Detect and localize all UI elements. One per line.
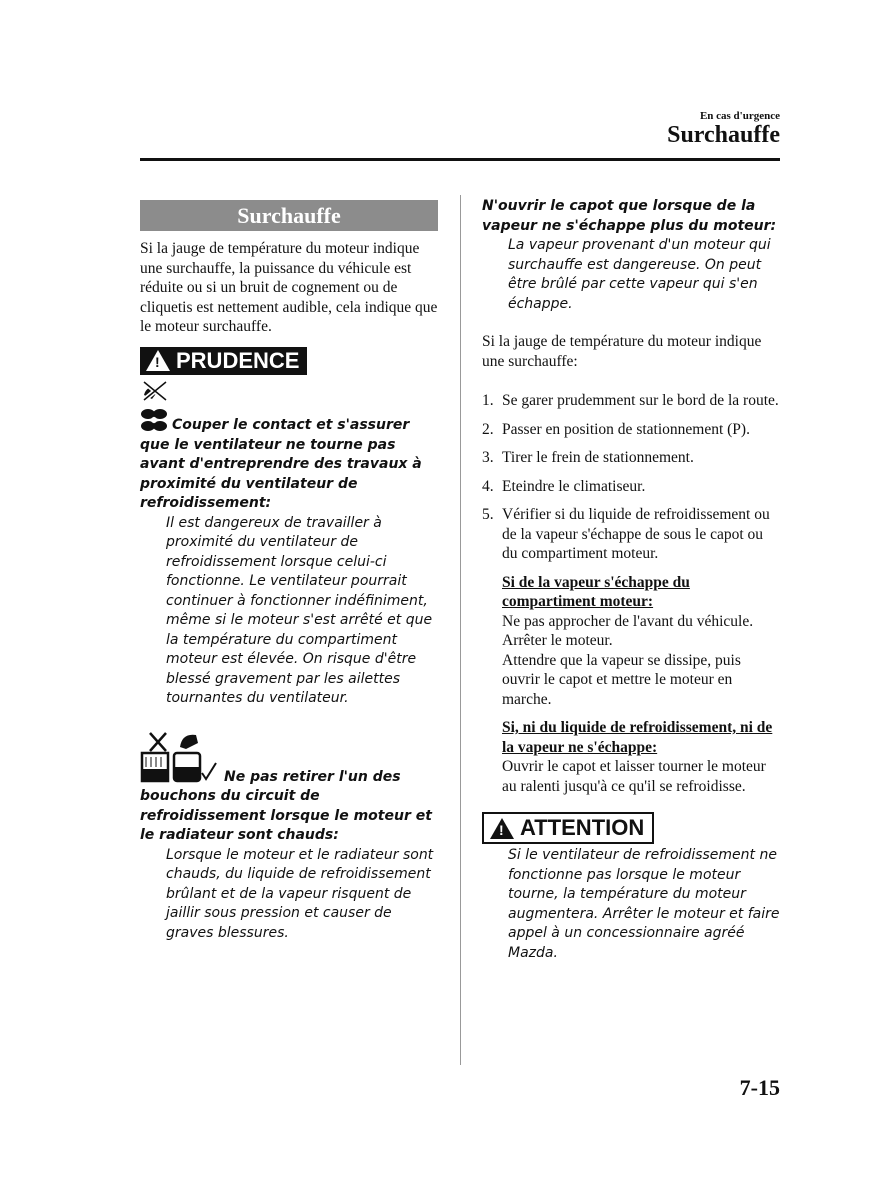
- attention-text: ATTENTION: [520, 815, 645, 840]
- page-title: Surchauffe: [667, 122, 780, 148]
- header-rule: [140, 158, 780, 161]
- warning-3-body: La vapeur provenant d'un moteur qui surchauffe est dangereuse. On peut être brûlé par cette vapeur qui s'en échappe.: [508, 237, 771, 312]
- warning-triangle-icon: !: [146, 350, 170, 371]
- step-item: 3. Tirer le frein de stationnement.: [482, 449, 694, 466]
- right-intro: Si la jauge de température du moteur indique une surchauffe:: [482, 333, 762, 370]
- right-column: [482, 197, 780, 963]
- page-number: 7-15: [739, 1075, 780, 1100]
- section-heading: Surchauffe: [140, 200, 438, 231]
- caution-label: [140, 347, 307, 375]
- step-item: 2. Passer en position de stationnement (P).: [482, 420, 750, 438]
- case-1-title: Si de la vapeur s'échappe du compartiment moteur:: [502, 573, 690, 610]
- attention-label: [482, 812, 654, 844]
- no-hand-icon: [140, 379, 438, 408]
- attention-body: Si le ventilateur de refroidissement ne fonctionne pas lorsque le moteur tourne, la température du moteur augmentera. Arrêter le moteur et faire appel à un concessionnaire agréé Mazda.: [508, 847, 780, 961]
- section-name: En cas d'urgence: [699, 110, 780, 122]
- case-2-body: Ouvrir le capot et laisser tourner le moteur au ralenti jusqu'à ce qu'il se refroidisse.: [502, 758, 766, 795]
- case-2-title: Si, ni du liquide de refroidissement, ni de la vapeur ne s'échappe:: [502, 719, 773, 756]
- caution-text: PRUDENCE: [176, 347, 300, 373]
- case-1-body-2: Attendre que la vapeur se dissipe, puis ouvrir le capot et mettre le moteur en marche.: [502, 651, 741, 708]
- warning-2-title: Ne pas retirer l'un des bouchons du circuit de refroidissement lorsque le moteur et le radiateur sont chauds:: [140, 768, 432, 843]
- case-1-body-1: Ne pas approcher de l'avant du véhicule. Arrêter le moteur.: [502, 612, 754, 649]
- intro-paragraph: Si la jauge de température du moteur indique une surchauffe, la puissance du véhicule est réduite ou si un bruit de cognement ou de cliquetis est nettement audible, cela indique que le moteur surchauffe.: [140, 240, 438, 335]
- cases: [482, 573, 780, 797]
- warning-1-body: Il est dangereux de travailler à proximité du ventilateur de refroidissement lorsque celui-ci fonctionne. Le ventilateur pourrait continuer à fonctionner indéfiniment, même si le moteur s'est arrêté et que la température du compartiment moteur est élevée. On risque d'être blessé gravement par les ailettes tournantes du ventilateur.: [166, 514, 433, 706]
- steps-list: [482, 391, 780, 564]
- step-item: 1. Se garer prudemment sur le bord de la route.: [482, 392, 779, 409]
- column-divider: [460, 195, 461, 1065]
- warning-3-title: N'ouvrir le capot que lorsque de la vapeur ne s'échappe plus du moteur:: [482, 198, 777, 234]
- warning-triangle-icon: !: [490, 818, 514, 839]
- fan-icon: [140, 408, 168, 432]
- step-item: 4. Eteindre le climatiseur.: [482, 477, 646, 495]
- left-column: [140, 200, 438, 943]
- step-item: 5. Vérifier si du liquide de refroidissement ou de la vapeur s'échappe de sous le capot ou du compartiment moteur.: [482, 506, 770, 562]
- warning-1-title: Couper le contact et s'assurer que le ventilateur ne tourne pas avant d'entreprendre des travaux à proximité du ventilateur de refroidissement:: [140, 408, 438, 514]
- warning-2-body: Lorsque le moteur et le radiateur sont chauds, du liquide de refroidissement brûlant et de la vapeur risquent de jaillir sous pression et causer de graves blessures.: [166, 846, 434, 941]
